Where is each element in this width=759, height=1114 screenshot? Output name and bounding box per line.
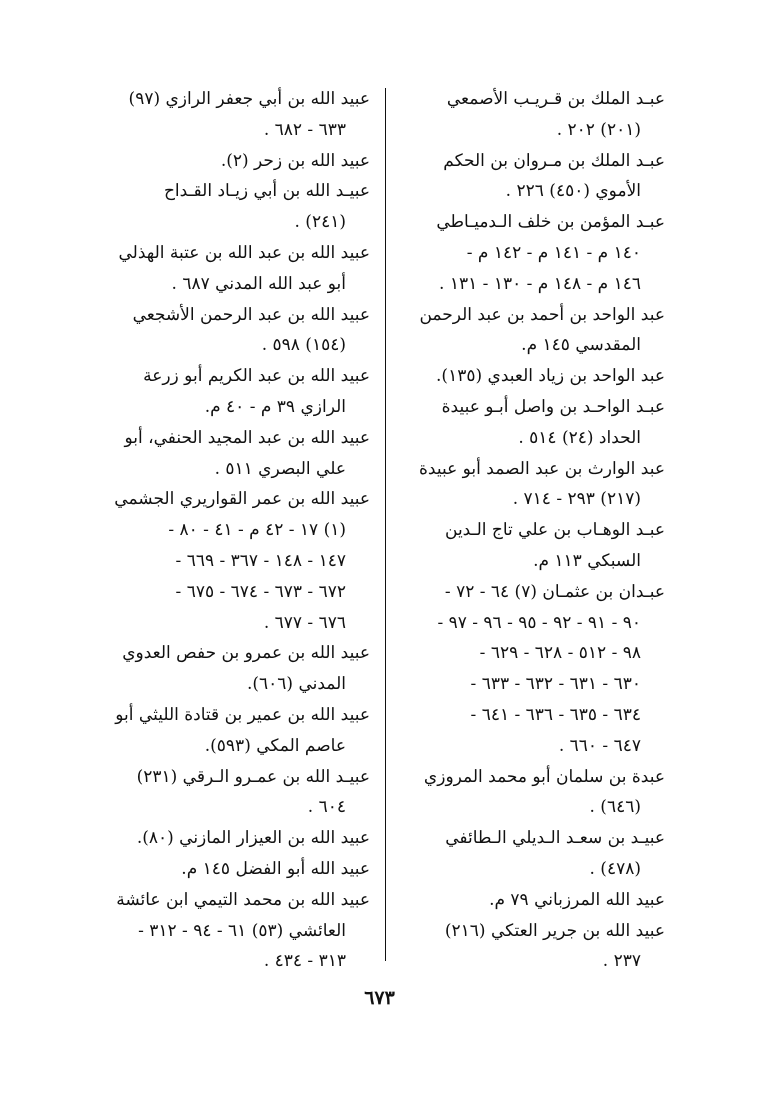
entry-references: ٦٧٦ - ٦٧٧ . [263,612,346,633]
entry-name: عبيد الله بن عبد الكريم أبو زرعة [143,366,370,387]
index-entry [105,146,370,177]
index-entry [105,484,370,638]
index-entry [395,823,665,885]
entry-references: علي البصري ٥١١ . [214,458,346,479]
right-column [395,84,665,977]
entry-references: ٦٣٤ - ٦٣٥ - ٦٣٦ - ٦٤١ - [470,704,641,725]
entry-name: عبيد الله المرزباني ٧٩ م. [489,889,665,910]
left-column [105,84,370,977]
entry-references: الحداد (٢٤) ٥١٤ . [518,427,641,448]
entry-name: عبـد الملك بن مـروان بن الحكم [443,150,665,171]
entry-name: عبيد الله بن عمير بن قتادة الليثي أبو [115,704,370,725]
entry-references: ٦٣٠ - ٦٣١ - ٦٣٢ - ٦٣٣ - [470,674,641,695]
index-entry [395,207,665,299]
index-entry [395,300,665,362]
entry-references: (١) ١٧ - ٤٢ م - ٤١ - ٨٠ - [168,520,346,541]
index-entry [105,823,370,854]
entry-name: عبيـد الله بن عمـرو الـرقي (٢٣١) [136,766,370,787]
entry-references: ٦٠٤ . [307,797,346,818]
entry-references: (١٥٤) ٥٩٨ . [261,335,346,356]
entry-name: عبيد الله بن عبد المجيد الحنفي، أبو [124,427,370,448]
index-entry [105,423,370,485]
index-entry [395,515,665,577]
index-entry [395,84,665,146]
index-entry [105,300,370,362]
entry-references: (٢٠١) ٢٠٢ . [556,119,641,140]
entry-name: عبيد الله بن محمد التيمي ابن عائشة [116,889,370,910]
entry-references: السبكي ١١٣ م. [533,550,641,571]
entry-references: عاصم المكي (٥٩٣). [204,735,346,756]
entry-name: عبد الوارث بن عبد الصمد أبو عبيدة [419,458,665,479]
entry-references: ٦٤٧ - ٦٦٠ . [558,735,641,756]
entry-references: أبو عبد الله المدني ٦٨٧ . [171,273,346,294]
entry-references: ٣١٣ - ٤٣٤ . [263,951,346,972]
entry-name: عبد الواحد بن زياد العبدي (١٣٥). [436,366,665,387]
entry-name: عبيـد الله بن أبي زيـاد القـداح [163,181,370,202]
index-entry [105,885,370,977]
entry-name: عبيد الله بن عمر القواريري الجشمي [114,489,370,510]
index-entry [105,361,370,423]
entry-name: عبيـد بن سعـد الـديلي الـطائفي [445,828,665,849]
index-entry [395,762,665,824]
entry-references: العائشي (٥٣) ٦١ - ٩٤ - ٣١٢ - [138,920,346,941]
index-entry [105,762,370,824]
index-entry [105,854,370,885]
index-entry [105,638,370,700]
entry-name: عبيد الله بن العيزار المازني (٨٠). [136,828,370,849]
entry-references: ١٤٧ - ١٤٨ - ٣٦٧ - ٦٦٩ - [175,550,346,571]
entry-name: عبيد الله بن عبد الله بن عتبة الهذلي [118,242,370,263]
index-entry [395,916,665,978]
page-number: ٦٧٣ [364,987,395,1009]
entry-references: الأموي (٤٥٠) ٢٢٦ . [505,181,641,202]
index-entry [395,577,665,762]
entry-references: المدني (٦٠٦). [246,674,346,695]
index-entry [105,700,370,762]
entry-name: عبيد الله بن عمرو بن حفص العدوي [122,643,370,664]
entry-references: (٤٧٨) . [589,858,641,879]
entry-name: عبيد الله بن عبد الرحمن الأشجعي [132,304,370,325]
entry-name: عبـد الوهـاب بن علي تاج الـدين [445,520,665,541]
entry-name: عبد الواحد بن أحمد بن عبد الرحمن [419,304,665,325]
entry-references: ٦٣٣ - ٦٨٢ . [263,119,346,140]
entry-name: عبـد المؤمن بن خلف الـدميـاطي [436,212,665,233]
index-entry [105,176,370,238]
index-entry [395,392,665,454]
entry-references: (٢١٧) ٢٩٣ - ٧١٤ . [512,489,641,510]
entry-references: المقدسي ١٤٥ م. [521,335,641,356]
entry-references: (٦٤٦) . [589,797,641,818]
entry-name: عبـدان بن عثمـان (٧) ٦٤ - ٧٢ - [444,581,665,602]
entry-name: عبيد الله بن جرير العتكي (٢١٦) [444,920,665,941]
entry-name: عبـد الملك بن قـريـب الأصمعي [446,89,665,109]
entry-name: عبيد الله بن زحر (٢). [220,150,370,171]
entry-references: ٩٨ - ٥١٢ - ٦٢٨ - ٦٢٩ - [479,643,641,664]
entry-name: عبيد الله بن أبي جعفر الرازي (٩٧) [128,89,370,109]
index-entry [105,84,370,146]
column-divider [385,88,386,961]
entry-references: ٦٧٢ - ٦٧٣ - ٦٧٤ - ٦٧٥ - [175,581,346,602]
index-entry [395,454,665,516]
index-entry [395,885,665,916]
entry-references: الرازي ٣٩ م - ٤٠ م. [204,396,346,417]
index-entry [395,146,665,208]
entry-name: عبـد الواحـد بن واصل أبـو عبيدة [441,396,665,417]
index-entry [105,238,370,300]
entry-references: (٢٤١) . [294,212,346,233]
index-entry [395,361,665,392]
entry-references: ٢٣٧ . [602,951,641,972]
entry-references: ٩٠ - ٩١ - ٩٢ - ٩٥ - ٩٦ - ٩٧ - [437,612,641,633]
entry-name: عبدة بن سلمان أبو محمد المروزي [423,766,665,787]
entry-name: عبيد الله أبو الفضل ١٤٥ م. [181,858,370,879]
entry-references: ١٤٦ م - ١٤٨ م - ١٣٠ - ١٣١ . [439,273,641,294]
entry-references: ١٤٠ م - ١٤١ م - ١٤٢ م - [466,242,641,263]
